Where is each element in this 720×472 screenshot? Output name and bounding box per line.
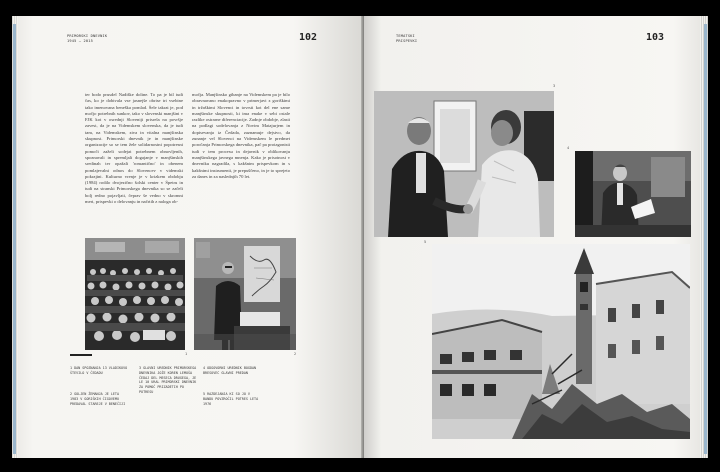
body-text-column-2: močja. Manjšinsko gibanje na Videmskem pa je bilo obravnavano enakopravno v primerjavi z goriškimi in tržaškimi Slovenci in tovrsti kot del ene same manjšinske skupnosti, ki ima enake v sebi ostale razlike ostrarne diferenciacije. Zadnje obdobje, zlasti na podlagi sodelovanja z Novim Matajurjem in dopisevanja iz Čedada, zaznamuje dejstvo, da zunanje vel Slovenci na Videmskem le predmet poročanja Primorskega dnevnika, pač pa protagonisti tudi v tem procesu in dejavnik v oblikovanju manjšinskega javnega mnenja. Kako je prisotnost v dnevniku nagradila, s kakšnim prispevkom in s kakšnimi instrumenti, je prepuščeno, in je to sprejeto za danes in za naslednjih 70 let. bbox=[192, 92, 290, 179]
caption: 5 RAZDEJANJA KI SO JO V BANDU POVZROČIL POTRES LETA 1976 bbox=[203, 392, 259, 406]
photo-handshake bbox=[374, 91, 554, 237]
running-head-left bbox=[67, 34, 107, 44]
right-page bbox=[364, 16, 708, 458]
running-head-right bbox=[396, 34, 417, 44]
left-page bbox=[12, 16, 364, 458]
running-head-line: TEMATSKI bbox=[396, 34, 415, 38]
page-number-left: 102 bbox=[299, 32, 318, 43]
photo-speaker-map bbox=[194, 238, 296, 350]
page-edge-left bbox=[12, 16, 18, 458]
caption: 1 DAN SPOZNANJA 13 VLADIKOVO ŠTEVILO V ČEDADU bbox=[70, 366, 128, 375]
photo-earthquake-ruins bbox=[432, 244, 690, 439]
photo-number: 2 bbox=[294, 352, 297, 356]
caption-rule bbox=[70, 354, 92, 356]
photo-number: 1 bbox=[185, 352, 188, 356]
page-edge-right bbox=[700, 16, 708, 458]
caption: 2 GOLJEN ŽEMANJA JE LETA 1983 V GORIŠKIH ČIGOVEMU PREDAVAL STAREJE V BENEČIJI bbox=[70, 392, 126, 406]
body-text-column-1: ter bodo prusdel Nadiške doline. To pa je bil tudi čas, ko je dobivala vse jasnejše obrise tri vsebine tako imenovana beneška pomlad. Šele takrat je, pod močjo potrebnih sunkov, tako v slovenski manjšini v FJK kot v osrednji Sloveniji prisrela na površje zavest, da je na Videmskem slovenska, da je tudi tam, na Videmskem, ziva in vitalna manjšinska skupnost. Primorski dnevnik je in manjšinske organizacije so se tem žele solidarnostni popotresni pomoči zaželi sodejat potrebnem obnovljenih, spoznavali in spremljali dogajanje v manjšinskih sredinah ter opažali 'romantično' in obenem pomlajevalni odnos do Slovencev v videmski pokrajini. Kulturno vrenje je v krizkem obdobju (1984) rodilo dvojezično šolski center v Špetru in tudi na stranski Primorskega dnevnika so se začeli bolj redno pojavljati, čeprav še vedno v skromni meri, prispevki o delovanju in načrtih z naloga ob- bbox=[85, 92, 183, 205]
photo-audience bbox=[85, 238, 185, 350]
running-head-line: 1945 – 2015 bbox=[67, 39, 93, 43]
caption: 3 GLAVNI UREDNIK PRIMORSKEGA DNEVNIKA JOŽE KOREN LEMOŠA ČEDAJ DEL MESECA DRUGEGA, JE LE 10 URAL PRIMORSKI DNEVNIK ZA POMOČ PRIZADETIH PO POTRESU bbox=[139, 366, 197, 394]
photo-number: 3 bbox=[553, 84, 556, 88]
photo-man-reading bbox=[575, 151, 691, 237]
running-head-line: PRISPEVKI bbox=[396, 39, 418, 43]
open-book bbox=[12, 16, 708, 458]
page-number-right: 103 bbox=[646, 32, 665, 43]
photo-number: 5 bbox=[424, 240, 427, 244]
photo-number: 4 bbox=[567, 146, 570, 150]
running-head-line: PRIMORSKI DNEVNIK bbox=[67, 34, 108, 38]
caption: 4 ODGOVORNI UREDNIK BOGDAN BRESOVEC GLAVNI PREDAN bbox=[203, 366, 257, 375]
